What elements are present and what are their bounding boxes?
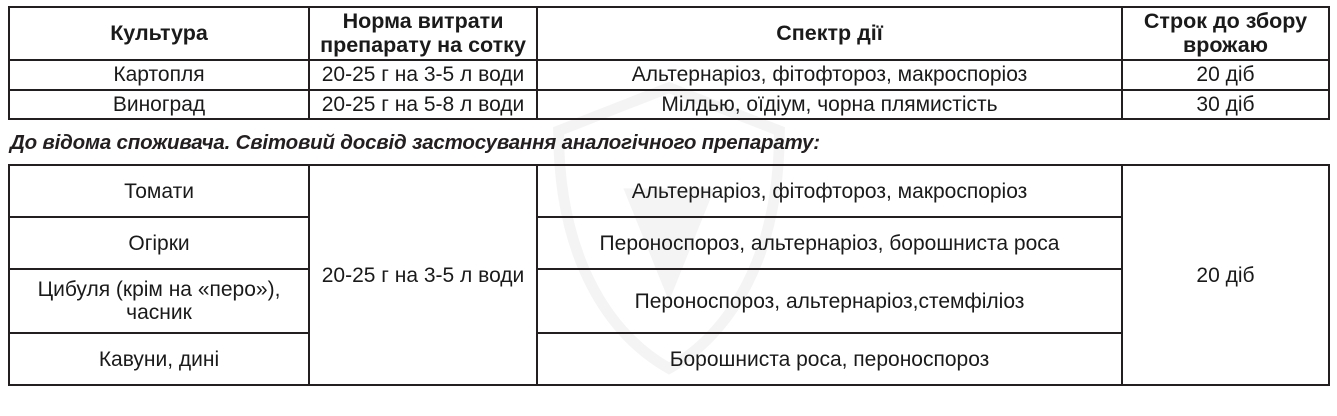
cell-culture: Цибуля (крім на «перо»), часник [9,269,309,333]
cell-spectrum: Альтернаріоз, фітофтороз, макроспоріоз [537,165,1122,217]
cell-term: 20 діб [1122,60,1329,90]
cell-culture: Кавуни, дині [9,333,309,385]
column-header-rate: Норма витрати препарату на сотку [309,7,537,60]
cell-rate: 20-25 г на 3-5 л води [309,165,537,385]
cell-spectrum: Пероноспороз, альтернаріоз,стемфіліоз [537,269,1122,333]
cell-spectrum: Борошниста роса, пероноспороз [537,333,1122,385]
cell-spectrum: Мілдью, оїдіум, чорна плямистість [537,90,1122,120]
cell-spectrum: Альтернаріоз, фітофтороз, макроспоріоз [537,60,1122,90]
table-row [9,60,1329,90]
cell-culture: Виноград [9,90,309,120]
table-row [9,165,1329,217]
cell-culture: Томати [9,165,309,217]
column-header-spectrum: Спектр дії [537,7,1122,60]
cell-rate: 20-25 г на 3-5 л води [309,60,537,90]
column-header-term: Строк до збору врожаю [1122,7,1329,60]
cell-term: 20 діб [1122,165,1329,385]
main-usage-table [8,6,1330,120]
table-row [9,90,1329,120]
table-header-row [9,7,1329,60]
cell-rate: 20-25 г на 5-8 л води [309,90,537,120]
cell-spectrum: Пероноспороз, альтернаріоз, борошниста роса [537,217,1122,269]
column-header-culture: Культура [9,7,309,60]
consumer-note: До відома споживача. Світовий досвід застосування аналогічного препарату: [10,131,820,155]
cell-culture: Огірки [9,217,309,269]
cell-culture: Картопля [9,60,309,90]
cell-term: 30 діб [1122,90,1329,120]
world-experience-table [8,164,1330,386]
